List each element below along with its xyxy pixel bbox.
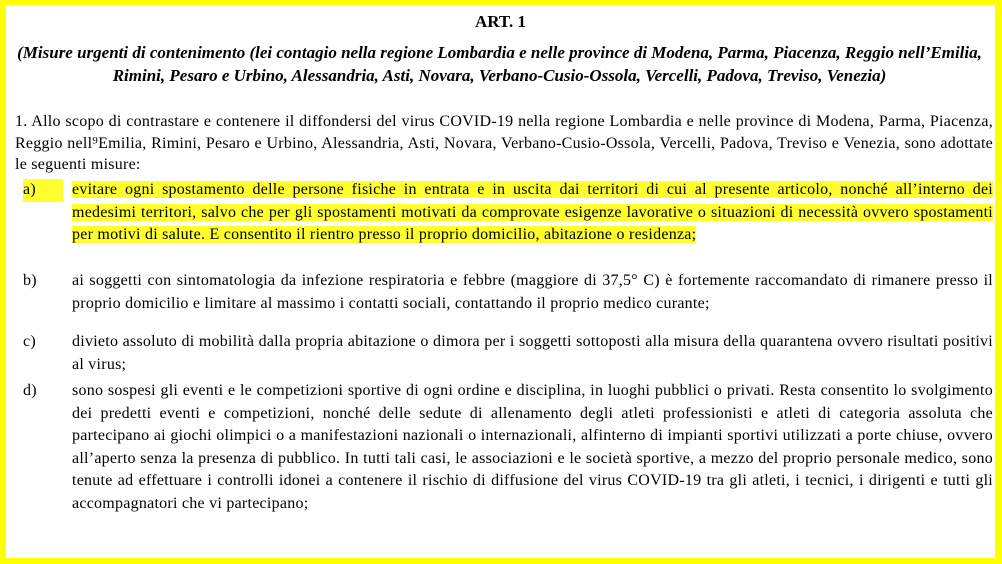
list-text-d: sono sospesi gli eventi e le competizioni sportive di ogni ordine e disciplina, in luoghi pubblici o privati. Resta consentito lo svolgimento dei predetti eventi e competizioni, nonché delle sedute di allenamento degli atleti professionisti e atleti di categoria assoluta che partecipano ai giochi olimpici o a manifestazioni nazionali o internazionali, alfinterno di impianti sportivi utilizzati a porte chiuse, ovvero all’aperto senza la presenza di pubblico. In tutti tali casi, le associazioni e le società sportive, a mezzo del proprio personale medico, sono tenute ad effettuare i controlli idonei a contenere il rischio di diffusione del virus COVID-19 tra gli atleti, i tecnici, i dirigenti e tutti gli accompagnatori che vi partecipano; — [72, 382, 993, 512]
list-item-a — [15, 179, 993, 247]
list-marker-a: a) — [23, 179, 63, 202]
list-text-c: divieto assoluto di mobilità dalla propria abitazione o dimora per i soggetti sottoposti alla misura della quarantena ovvero risultati positivi al virus; — [72, 333, 993, 373]
list-marker-b: b) — [23, 272, 37, 289]
list-text-a-highlighted: evitare ogni spostamento delle persone fisiche in entrata e in uscita dai territori di cui al presente articolo, nonché all’interno dei medesimi territori, salvo che per gli spostamenti motivati da comprovate esigenze lavorative o situazioni di necessità ovvero spostamenti per motivi di salute. E consentito il rientro presso il proprio domicilio, abitazione o residenza; — [72, 181, 993, 243]
list-marker-d: d) — [23, 382, 37, 399]
list-item-c — [15, 331, 993, 376]
list-marker-c: c) — [23, 333, 36, 350]
article-title: ART. 1 — [474, 12, 527, 31]
article-subtitle: (Misure urgenti di contenimento (lei contagio nella regione Lombardia e nelle province di Modena, Parma, Piacenza, Reggio nell’Emilia, Rimini, Pesaro e Urbino, Alessandria, Asti, Novara, Verbano-Cusio-Ossola, Vercelli, Padova, Treviso, Venezia) — [17, 43, 982, 85]
list-item-d — [15, 380, 993, 515]
document-page — [6, 5, 995, 558]
list-text-b: ai soggetti con sintomatologia da infezione respiratoria e febbre (maggiore di 37,5° C) è fortemente raccomandato di rimanere presso il proprio domicilio e limitare al massimo i contatti sociali, contattando il proprio medico curante; — [72, 272, 993, 312]
list-item-b — [15, 270, 993, 315]
intro-paragraph: 1. Allo scopo di contrastare e contenere il diffondersi del virus COVID-19 nella regione Lombardia e nelle province di Modena, Parma, Piacenza, Reggio nell⁹Emilia, Rimini, Pesaro e Urbino, Alessandria, Asti, Novara, Verbano-Cusio-Ossola, Vercelli, Padova, Treviso e Venezia, sono adottate le seguenti misure: — [15, 113, 993, 173]
